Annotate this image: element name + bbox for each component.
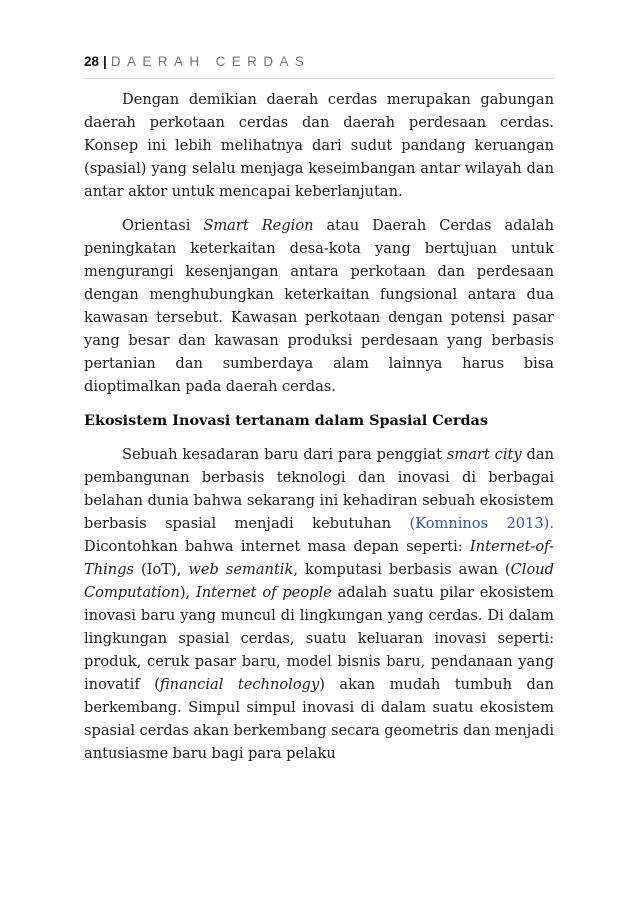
text-segment: (IoT),: [134, 561, 189, 578]
page-header: [84, 52, 554, 79]
running-title: DAERAH CERDAS: [110, 54, 311, 69]
text-segment: , komputasi berbasis awan (: [293, 561, 511, 578]
italic-term: financial technology: [159, 676, 320, 693]
italic-term: web semantik: [188, 561, 294, 578]
paragraph-orientation: [84, 214, 554, 398]
text-segment: dan pembangunan berbasis teknologi dan inovasi di berbagai belahan dunia bahwa sekarang ini kehadiran sebuah ekosistem berbasis spasial menjadi kebutuhan: [84, 446, 554, 532]
italic-term: Cloud Computation: [84, 561, 554, 601]
page-number: 28: [84, 54, 100, 69]
italic-term: Smart Region: [203, 217, 314, 234]
text-segment: ),: [179, 584, 196, 601]
body-text: [84, 88, 554, 776]
italic-term: Internet of people: [195, 584, 332, 601]
header-separator: |: [103, 54, 107, 69]
section-heading: Ekosistem Inovasi tertanam dalam Spasial Cerdas: [84, 412, 488, 429]
italic-term: Internet-of-Things: [84, 538, 554, 578]
paragraph-text: Dengan demikian daerah cerdas merupakan gabungan daerah perkotaan cerdas dan daerah perdesaan cerdas. Konsep ini lebih melihatnya dari sudut pandang keruangan (spasial) yang selalu menjaga keseimbangan antar wilayah dan antar aktor untuk mencapai keberlanjutan.: [84, 91, 554, 200]
paragraph-intro: [84, 88, 554, 203]
text-segment: Dicontohkan bahwa internet masa depan seperti:: [84, 538, 470, 555]
citation-link[interactable]: (Komninos 2013).: [409, 515, 554, 532]
text-segment: adalah suatu pilar ekosistem inovasi baru yang muncul di lingkungan yang cerdas. Di dalam lingkungan spasial cerdas, suatu keluaran inovasi seperti: produk, ceruk pasar baru, model bisnis baru, pendanaan yang inovatif (: [84, 584, 554, 693]
text-segment: atau Daerah Cerdas adalah peningkatan keterkaitan desa-kota yang bertujuan untuk mengurangi kesenjangan antara perkotaan dan perdesaan dengan menghubungkan keterkaitan fungsional antara dua kawasan tersebut. Kawasan perkotaan dengan potensi pasar yang besar dan kawasan produksi perdesaan yang berbasis pertanian dan sumberdaya alam lainnya harus bisa dioptimalkan pada daerah cerdas.: [84, 217, 554, 395]
text-segment: ) akan mudah tumbuh dan berkembang. Simpul simpul inovasi di dalam suatu ekosistem spasial cerdas akan berkembang secara geometris dan menjadi antusiasme baru bagi para pelaku: [84, 676, 554, 762]
text-segment: Orientasi: [122, 217, 204, 234]
text-segment: Sebuah kesadaran baru dari para penggiat: [122, 446, 447, 463]
italic-term: smart city: [446, 446, 522, 463]
paragraph-ecosystem: [84, 443, 554, 765]
